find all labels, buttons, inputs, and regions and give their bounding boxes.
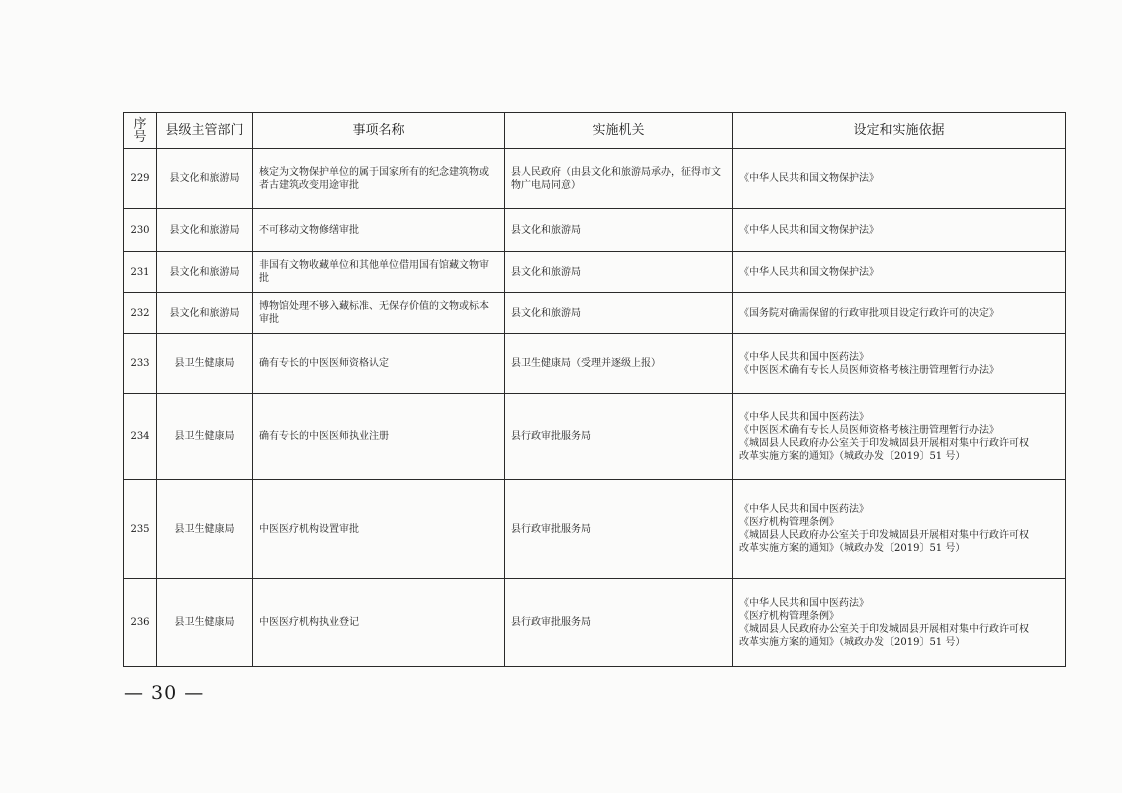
row-seq: 231 <box>124 252 157 293</box>
row-dept: 县卫生健康局 <box>157 579 253 667</box>
row-seq: 236 <box>124 579 157 667</box>
basis-line: 《城固县人民政府办公室关于印发城固县开展相对集中行政许可权 <box>739 530 1029 541</box>
table-row <box>124 394 1066 480</box>
row-dept: 县文化和旅游局 <box>157 293 253 334</box>
header-dept: 县级主管部门 <box>157 113 253 149</box>
row-agency: 县文化和旅游局 <box>505 252 733 293</box>
basis-line: 《城固县人民政府办公室关于印发城固县开展相对集中行政许可权 <box>739 623 1029 635</box>
row-dept: 县卫生健康局 <box>157 394 253 480</box>
row-basis <box>733 149 1066 209</box>
header-basis: 设定和实施依据 <box>733 113 1066 149</box>
basis-line: 《中华人民共和国文物保护法》 <box>739 224 879 236</box>
row-dept: 县文化和旅游局 <box>157 149 253 209</box>
header-seq: 序 号 <box>124 113 157 149</box>
basis-line: 《医疗机构管理条例》 <box>739 517 839 528</box>
table-header-row <box>124 113 1066 149</box>
row-basis <box>733 209 1066 252</box>
row-basis <box>733 293 1066 334</box>
table-row <box>124 579 1066 667</box>
row-basis <box>733 579 1066 667</box>
row-seq: 235 <box>124 480 157 579</box>
row-dept: 县文化和旅游局 <box>157 252 253 293</box>
row-item-name: 博物馆处理不够入藏标准、无保存价值的文物或标本审批 <box>253 293 505 334</box>
approval-items-table <box>123 112 1066 667</box>
row-dept: 县卫生健康局 <box>157 480 253 579</box>
basis-line: 《中华人民共和国文物保护法》 <box>739 173 879 184</box>
basis-line: 《城固县人民政府办公室关于印发城固县开展相对集中行政许可权 <box>739 437 1029 449</box>
row-item-name: 确有专长的中医医师资格认定 <box>253 334 505 394</box>
basis-line: 《中华人民共和国文物保护法》 <box>739 266 879 278</box>
page-number: — 30 — <box>124 682 205 704</box>
row-item-name: 中医医疗机构执业登记 <box>253 579 505 667</box>
basis-line: 《中华人民共和国中医药法》 <box>739 411 869 423</box>
basis-line: 改革实施方案的通知》（城政办发〔2019〕51 号） <box>739 450 966 462</box>
basis-line: 《中医医术确有专长人员医师资格考核注册管理暂行办法》 <box>739 364 999 376</box>
row-basis <box>733 480 1066 579</box>
basis-line: 《国务院对确需保留的行政审批项目设定行政许可的决定》 <box>739 307 999 319</box>
row-agency: 县卫生健康局（受理并逐级上报） <box>505 334 733 394</box>
row-seq: 229 <box>124 149 157 209</box>
row-agency: 县行政审批服务局 <box>505 480 733 579</box>
basis-line: 《中华人民共和国中医药法》 <box>739 351 869 363</box>
row-agency: 县行政审批服务局 <box>505 394 733 480</box>
table-row <box>124 334 1066 394</box>
row-dept: 县卫生健康局 <box>157 334 253 394</box>
row-item-name: 中医医疗机构设置审批 <box>253 480 505 579</box>
row-basis <box>733 394 1066 480</box>
row-agency: 县人民政府（由县文化和旅游局承办，征得市文物广电局同意） <box>505 149 733 209</box>
table-row <box>124 252 1066 293</box>
basis-line: 《中华人民共和国中医药法》 <box>739 597 869 609</box>
row-seq: 234 <box>124 394 157 480</box>
row-seq: 232 <box>124 293 157 334</box>
row-agency: 县文化和旅游局 <box>505 209 733 252</box>
basis-line: 改革实施方案的通知》（城政办发〔2019〕51 号） <box>739 543 966 554</box>
row-seq: 230 <box>124 209 157 252</box>
row-agency: 县行政审批服务局 <box>505 579 733 667</box>
basis-line: 改革实施方案的通知》（城政办发〔2019〕51 号） <box>739 636 966 648</box>
row-basis <box>733 334 1066 394</box>
table-row <box>124 293 1066 334</box>
table-row <box>124 149 1066 209</box>
header-item: 事项名称 <box>253 113 505 149</box>
table-row <box>124 480 1066 579</box>
row-dept: 县文化和旅游局 <box>157 209 253 252</box>
row-basis <box>733 252 1066 293</box>
row-item-name: 非国有文物收藏单位和其他单位借用国有馆藏文物审批 <box>253 252 505 293</box>
row-item-name: 确有专长的中医医师执业注册 <box>253 394 505 480</box>
table-row <box>124 209 1066 252</box>
header-agency: 实施机关 <box>505 113 733 149</box>
basis-line: 《医疗机构管理条例》 <box>739 610 839 622</box>
row-agency: 县文化和旅游局 <box>505 293 733 334</box>
basis-line: 《中华人民共和国中医药法》 <box>739 504 869 515</box>
row-item-name: 核定为文物保护单位的属于国家所有的纪念建筑物或者古建筑改变用途审批 <box>253 149 505 209</box>
basis-line: 《中医医术确有专长人员医师资格考核注册管理暂行办法》 <box>739 424 999 436</box>
row-seq: 233 <box>124 334 157 394</box>
row-item-name: 不可移动文物修缮审批 <box>253 209 505 252</box>
